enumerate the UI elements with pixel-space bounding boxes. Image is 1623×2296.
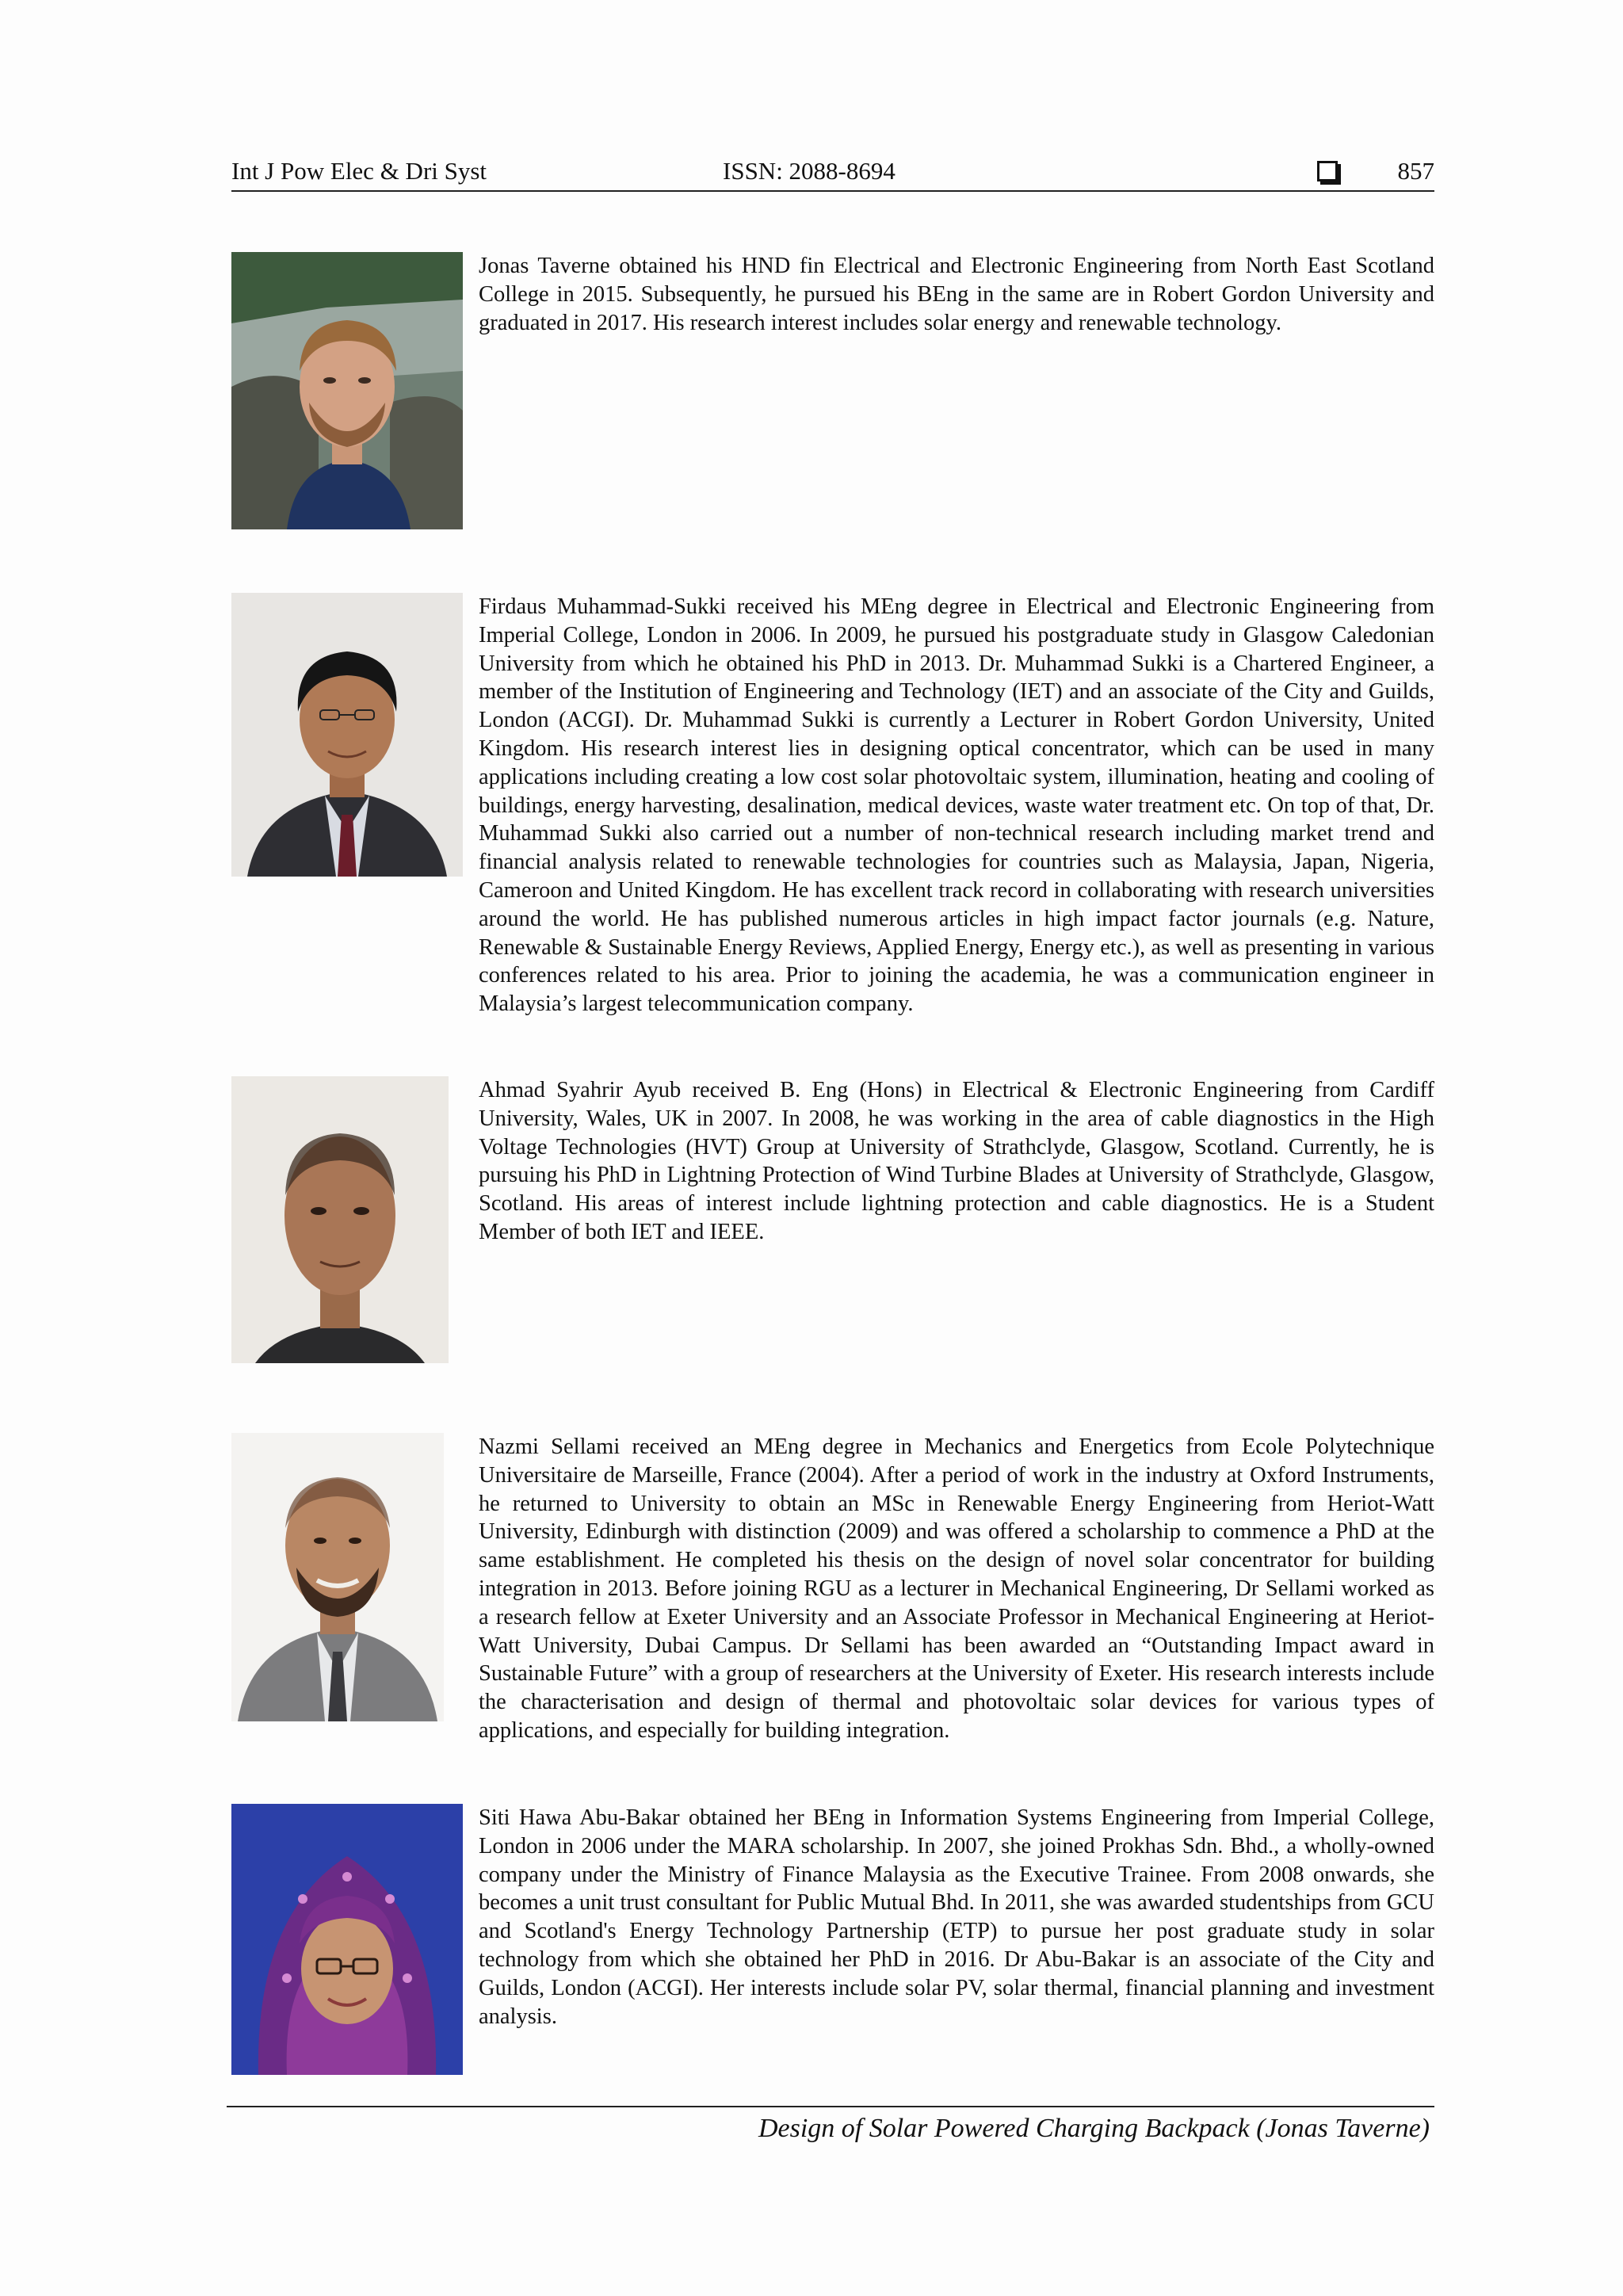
portrait-photo-icon [231,593,463,877]
journal-name: Int J Pow Elec & Dri Syst [231,157,487,185]
author-bio-firdaus-muhammad-sukki: Firdaus Muhammad-Sukki received his MEng degree in Electrical and Electronic Engineering from Imperial College, London in 2006. In 2009, he pursued his postgraduate study in Glasgow Caledonian University from which he obtained his PhD in 2013. Dr. Muhammad Sukki is a Chartered Engineer, a member of the Institution of Engineering and Technology (IET) and an associate of the City and Guilds, London (ACGI). Dr. Muhammad Sukki is currently a Lecturer in Robert Gordon University, United Kingdom. His research interest lies in designing optical concentrator, which can be used in many applications including creating a low cost solar photovoltaic system, illumination, heating and cooling of buildings, energy harvesting, desalination, medical devices, waste water treatment etc. On top of that, Dr. Muhammad Sukki also carried out a number of non-technical research including market trend and financial analysis related to renewable technologies for countries such as Malaysia, Japan, Nigeria, Cameroon and United Kingdom. He has excellent track record in collaborating with research universities around the world. He has published numerous articles in high impact factor journals (e.g. Nature, Renewable & Sustainable Energy Reviews, Applied Energy, Energy etc.), as well as presenting in various conferences related to his area. Prior to joining the academia, he was a communication engineer in Malaysia’s largest telecommunication company. [479,594,1434,1017]
page-header [231,155,1434,192]
portrait-photo-icon [231,1433,444,1721]
footer-divider [227,2106,1434,2107]
portrait-photo-icon [231,1804,463,2075]
author-bio-ahmad-syahrir-ayub: Ahmad Syahrir Ayub received B. Eng (Hons) in Electrical & Electronic Engineering from Cardiff University, Wales, UK in 2007. In 2008, he was working in the area of cable diagnostics in the High Voltage Technologies (HVT) Group at University of Strathclyde, Glasgow, Scotland. Currently, he is pursuing his PhD in Lightning Protection of Wind Turbine Blades at University of Strathclyde, Glasgow, Scotland. His areas of interest include lightning protection and cable diagnostics. He is a Student Member of both IET and IEEE. [479,1078,1434,1244]
portrait-photo-icon [231,252,463,529]
author-photo-jonas-taverne [231,252,463,529]
issn: ISSN: 2088-8694 [723,157,896,185]
running-title: Design of Solar Powered Charging Backpack (Jonas Taverne) [758,2114,1430,2143]
portrait-photo-icon [231,1076,449,1363]
author-bio-nazmi-sellami: Nazmi Sellami received an MEng degree in Mechanics and Energetics from Ecole Polytechnique Universitaire de Marseille, France (2004). After a period of work in the industry at Oxford Instruments, he returned to University to obtain an MSc in Renewable Energy Engineering from Heriot-Watt University, Edinburgh with distinction (2009) and was offered a scholarship to commence a PhD at the same establishment. He completed his thesis on the design of novel solar concentrator for building integration in 2013. Before joining RGU as a lecturer in Mechanical Engineering, Dr Sellami worked as a research fellow at Exeter University and an Associate Professor in Mechanical Engineering at Heriot-Watt University, Dubai Campus. Dr Sellami has been awarded an “Outstanding Impact award in Sustainable Future” with a group of researchers at the University of Exeter. His research interests include the characterisation and design of thermal and photovoltaic solar devices for various types of applications, and especially for building integration. [479,1435,1434,1743]
author-photo-nazmi-sellami [231,1433,444,1721]
author-photo-firdaus-muhammad-sukki [231,593,463,877]
author-bio-siti-hawa-abu-bakar: Siti Hawa Abu-Bakar obtained her BEng in Information Systems Engineering from Imperial College, London in 2006 under the MARA scholarship. In 2007, she joined Prokhas Sdn. Bhd., a wholly-owned company under the Ministry of Finance Malaysia as the Executive Trainee. From 2008 onwards, she becomes a unit trust consultant for Public Mutual Bhd. In 2011, she was awarded studentships from GCU and Scotland's Energy Technology Partnership (ETP) to pursue her post graduate study in solar technology from which she obtained her PhD in 2016. Dr Abu-Bakar is an associate of the City and Guilds, London (ACGI). Her interests include solar PV, solar thermal, financial planning and investment analysis. [479,1805,1434,2029]
checkbox-square-icon [1317,161,1338,181]
author-photo-siti-hawa-abu-bakar [231,1804,463,2075]
page-number: 857 [1397,157,1434,185]
author-bio-jonas-taverne: Jonas Taverne obtained his HND fin Electrical and Electronic Engineering from North East Scotland College in 2015. Subsequently, he pursued his BEng in the same are in Robert Gordon University and graduated in 2017. His research interest includes solar energy and renewable technology. [479,254,1434,335]
author-photo-ahmad-syahrir-ayub [231,1076,449,1363]
